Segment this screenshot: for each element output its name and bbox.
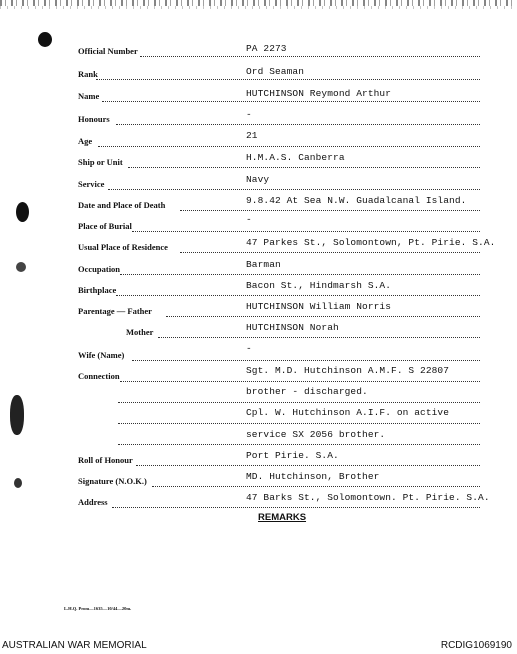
punch-hole-top: [38, 32, 52, 47]
rule: [136, 465, 480, 466]
punch-hole-low2: [14, 478, 22, 488]
label-service: Service: [78, 179, 105, 189]
value-connection-4: service SX 2056 brother.: [246, 429, 386, 440]
label-name: Name: [78, 91, 100, 101]
value-signature: MD. Hutchinson, Brother: [246, 471, 380, 482]
rule: [158, 337, 480, 338]
rule: [152, 486, 480, 487]
rule: [128, 167, 480, 168]
punch-hole-low: [10, 395, 24, 435]
rule: [96, 79, 480, 80]
value-burial: -: [246, 214, 252, 225]
label-rank: Rank: [78, 69, 98, 79]
label-birthplace: Birthplace: [78, 285, 117, 295]
rule: [120, 381, 480, 382]
label-burial: Place of Burial: [78, 221, 132, 231]
rule: [180, 210, 480, 211]
label-connection: Connection: [78, 371, 120, 381]
rule: [98, 146, 480, 147]
rule: [180, 252, 480, 253]
rule: [112, 507, 480, 508]
rule: [120, 274, 480, 275]
rule: [108, 189, 480, 190]
label-official-number: Official Number: [78, 46, 138, 56]
value-connection-2: brother - discharged.: [246, 386, 368, 397]
punch-hole-mid2: [16, 262, 26, 272]
rule: [118, 423, 480, 424]
value-residence: 47 Parkes St., Solomontown, Pt. Pirie. S.A.: [246, 237, 496, 248]
rule: [132, 231, 480, 232]
label-death: Date and Place of Death: [78, 200, 166, 210]
value-age: 21: [246, 130, 258, 141]
label-ship: Ship or Unit: [78, 157, 123, 167]
value-connection: Sgt. M.D. Hutchinson A.M.F. S 22807: [246, 365, 450, 376]
value-mother: HUTCHINSON Norah: [246, 322, 339, 333]
label-residence: Usual Place of Residence: [78, 242, 168, 252]
value-occupation: Barman: [246, 259, 281, 270]
rule: [116, 124, 480, 125]
value-rank: Ord Seaman: [246, 66, 305, 77]
scan-edge-noise-2: [0, 6, 517, 9]
rule: [118, 444, 480, 445]
label-signature: Signature (N.O.K.): [78, 476, 147, 486]
footer-record-id: RCDIG1069190: [440, 640, 512, 651]
label-mother: Mother: [126, 327, 154, 337]
label-father: Parentage — Father: [78, 306, 152, 316]
label-wife: Wife (Name): [78, 350, 125, 360]
value-honours: -: [246, 109, 252, 120]
value-wife: -: [246, 343, 252, 354]
label-occupation: Occupation: [78, 264, 121, 274]
punch-hole-mid: [16, 202, 29, 222]
rule: [166, 316, 480, 317]
label-address: Address: [78, 497, 108, 507]
rule: [132, 360, 480, 361]
value-service: Navy: [246, 174, 270, 185]
remarks-heading: REMARKS: [258, 512, 307, 523]
rule: [116, 295, 480, 296]
value-death: 9.8.42 At Sea N.W. Guadalcanal Island.: [246, 195, 467, 206]
label-honours: Honours: [78, 114, 110, 124]
value-ship: H.M.A.S. Canberra: [246, 152, 345, 163]
label-age: Age: [78, 136, 93, 146]
form-reference: L.H.Q. Prom—1635—10/44—20m.: [64, 606, 132, 611]
value-roll: Port Pirie. S.A.: [246, 450, 339, 461]
value-connection-3: Cpl. W. Hutchinson A.I.F. on active: [246, 407, 450, 418]
value-birthplace: Bacon St., Hindmarsh S.A.: [246, 280, 392, 291]
label-roll: Roll of Honour: [78, 455, 133, 465]
rule: [102, 101, 480, 102]
rule: [140, 56, 480, 57]
value-address: 47 Barks St., Solomontown. Pt. Pirie. S.A.: [246, 492, 490, 503]
value-name: HUTCHINSON Reymond Arthur: [246, 88, 392, 99]
rule: [118, 402, 480, 403]
footer-institution: AUSTRALIAN WAR MEMORIAL: [2, 640, 147, 651]
value-official-number: PA 2273: [246, 43, 287, 54]
value-father: HUTCHINSON William Norris: [246, 301, 392, 312]
